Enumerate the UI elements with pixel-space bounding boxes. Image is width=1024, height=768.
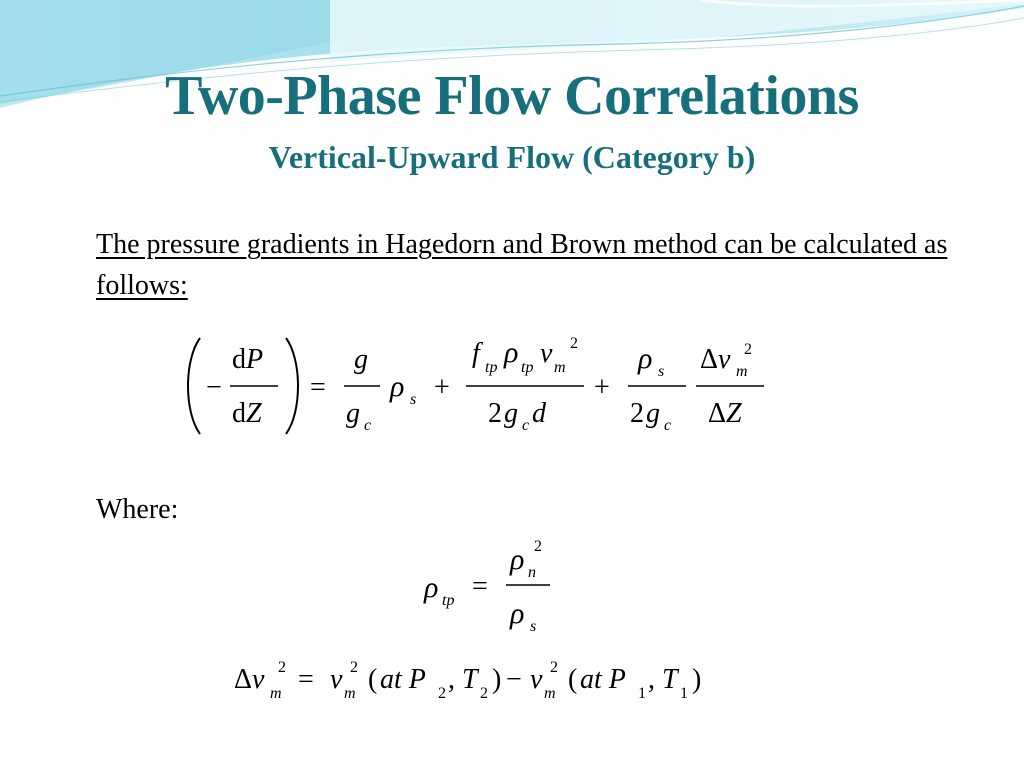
svg-text:,: , [448, 664, 455, 695]
svg-text:): ) [492, 664, 502, 695]
svg-text:−: − [506, 664, 522, 695]
svg-text:2: 2 [550, 659, 558, 676]
rho-tp-equation [420, 535, 580, 640]
svg-text:ΔZ: ΔZ [708, 398, 742, 429]
svg-text:+: + [594, 372, 610, 403]
svg-text:2: 2 [744, 341, 752, 358]
svg-text:v: v [330, 664, 343, 695]
svg-text:m: m [554, 359, 566, 376]
svg-text:ρ: ρ [390, 370, 405, 403]
svg-text:(: ( [368, 664, 378, 695]
slide-subtitle: Vertical-Upward Flow (Category b) [268, 139, 756, 175]
svg-text:tp: tp [485, 359, 498, 376]
delta-vm2-equation [234, 648, 734, 708]
svg-text:2: 2 [438, 685, 446, 702]
slide-title: Two-Phase Flow Correlations [165, 65, 859, 127]
svg-text:=: = [298, 664, 314, 695]
svg-text:tp: tp [521, 359, 534, 376]
svg-text:ρ: ρ [510, 597, 525, 630]
svg-text:dP: dP [232, 344, 264, 375]
svg-text:c: c [364, 417, 372, 434]
svg-text:v: v [540, 338, 553, 369]
svg-text:+: + [434, 372, 450, 403]
svg-text:Δv: Δv [700, 344, 731, 375]
svg-text:2: 2 [350, 659, 358, 676]
svg-text:T: T [662, 664, 678, 695]
pressure-gradient-equation [180, 330, 780, 445]
svg-text:2: 2 [534, 538, 542, 555]
svg-text:2: 2 [570, 335, 578, 352]
svg-text:d: d [532, 398, 546, 429]
svg-text:dZ: dZ [232, 398, 262, 429]
svg-text:c: c [522, 417, 530, 434]
svg-text:at P: at P [380, 664, 426, 695]
svg-text:): ) [692, 664, 702, 695]
svg-text:at P: at P [580, 664, 626, 695]
svg-text:g: g [504, 398, 518, 429]
svg-text:m: m [344, 685, 356, 702]
svg-text:m: m [544, 685, 556, 702]
svg-text:m: m [270, 685, 282, 702]
svg-text:g: g [646, 398, 660, 429]
svg-text:Δv: Δv [234, 664, 265, 695]
svg-text:1: 1 [680, 685, 688, 702]
svg-text:ρ: ρ [504, 336, 519, 369]
svg-text:g: g [346, 398, 360, 429]
svg-text:1: 1 [638, 685, 646, 702]
svg-text:tp: tp [442, 592, 455, 609]
svg-text:T: T [462, 664, 478, 695]
svg-text:s: s [530, 618, 537, 635]
svg-text:=: = [310, 372, 326, 403]
svg-text:ρ: ρ [638, 342, 653, 375]
where-label: Where: [96, 494, 179, 525]
svg-text:ρ: ρ [424, 571, 439, 604]
svg-text:v: v [530, 664, 543, 695]
svg-text:m: m [736, 363, 748, 380]
svg-text:=: = [472, 571, 488, 602]
svg-text:c: c [664, 417, 672, 434]
svg-text:s: s [410, 391, 417, 408]
svg-text:n: n [528, 564, 536, 581]
svg-text:g: g [354, 344, 368, 375]
svg-text:−: − [206, 372, 222, 403]
svg-text:,: , [648, 664, 655, 695]
svg-text:(: ( [568, 664, 578, 695]
svg-text:f: f [472, 338, 480, 369]
svg-text:ρ: ρ [510, 543, 525, 576]
svg-text:2: 2 [480, 685, 488, 702]
svg-text:s: s [658, 363, 665, 380]
svg-text:2: 2 [278, 659, 286, 676]
svg-text:2: 2 [630, 398, 644, 429]
intro-text: The pressure gradients in Hagedorn and Brown method can be calculated as follows: [96, 229, 948, 301]
svg-text:2: 2 [488, 398, 502, 429]
